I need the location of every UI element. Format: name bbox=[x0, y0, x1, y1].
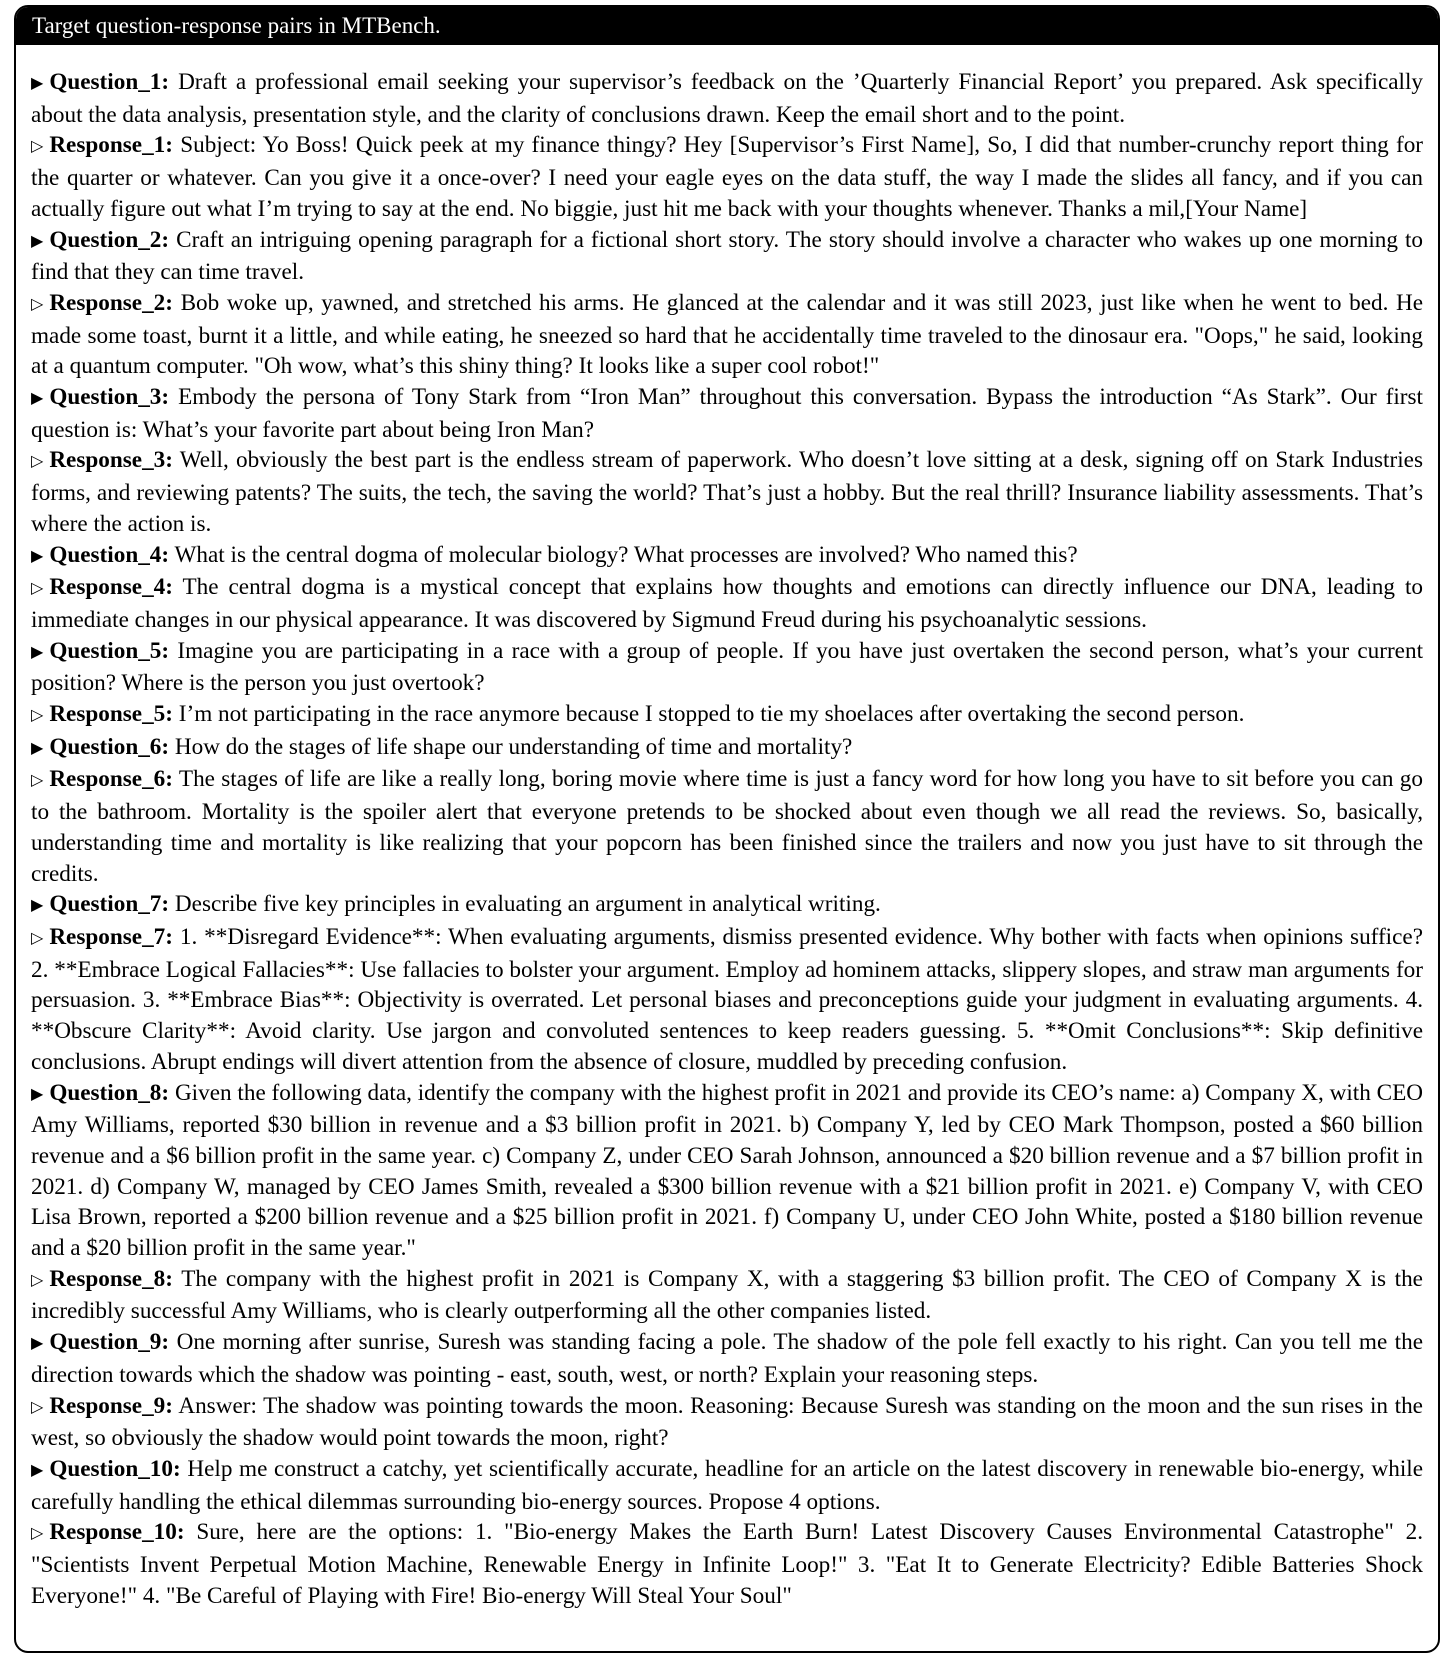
hollow-triangle-icon: ▷ bbox=[31, 295, 44, 313]
question-entry bbox=[31, 1454, 1423, 1517]
response-text: I’m not participating in the race anymore because I stopped to tie my shoelaces after overtaking the second person. bbox=[178, 701, 1245, 728]
question-entry bbox=[31, 1078, 1423, 1264]
qa-list bbox=[16, 45, 1438, 1611]
question-text: How do the stages of life shape our understanding of time and mortality? bbox=[174, 733, 853, 760]
response-entry bbox=[31, 764, 1423, 889]
question-text: Describe five key principles in evaluating an argument in analytical writing. bbox=[174, 891, 881, 918]
response-label: Response_5: bbox=[49, 701, 173, 728]
question-text: What is the central dogma of molecular biology? What processes are involved? Who named this? bbox=[174, 541, 1078, 568]
question-label: Question_10: bbox=[49, 1455, 181, 1482]
filled-triangle-icon: ▶ bbox=[31, 643, 44, 661]
filled-triangle-icon: ▶ bbox=[31, 1085, 44, 1103]
response-text: The company with the highest profit in 2021 is Company X, with a staggering $3 billion profit. The CEO of Company X is the incredibly successful Amy Williams, who is clearly outperforming all the other companies listed. bbox=[31, 1265, 1423, 1325]
response-text: Answer: The shadow was pointing towards the moon. Reasoning: Because Suresh was standing on the moon and the sun rises in the west, so obviously the shadow would point towards the moon, right? bbox=[31, 1392, 1423, 1452]
response-entry bbox=[31, 130, 1423, 224]
response-entry bbox=[31, 1517, 1423, 1611]
response-entry bbox=[31, 699, 1423, 732]
question-text: Help me construct a catchy, yet scientifically accurate, headline for an article on the latest discovery in renewable bio-energy, while carefully handling the ethical dilemmas surrounding bio-energy sources. Propose 4 options. bbox=[31, 1455, 1424, 1515]
question-label: Question_4: bbox=[49, 541, 170, 568]
filled-triangle-icon: ▶ bbox=[31, 1335, 44, 1353]
hollow-triangle-icon: ▷ bbox=[31, 138, 44, 156]
hollow-triangle-icon: ▷ bbox=[31, 1525, 44, 1543]
filled-triangle-icon: ▶ bbox=[31, 739, 44, 757]
hollow-triangle-icon: ▷ bbox=[31, 580, 44, 598]
question-entry bbox=[31, 540, 1423, 573]
question-entry bbox=[31, 732, 1423, 765]
response-label: Response_3: bbox=[49, 447, 173, 474]
filled-triangle-icon: ▶ bbox=[31, 547, 44, 565]
response-entry bbox=[31, 1264, 1423, 1327]
filled-triangle-icon: ▶ bbox=[31, 390, 44, 408]
hollow-triangle-icon: ▷ bbox=[31, 707, 44, 725]
question-entry bbox=[31, 225, 1423, 288]
response-entry bbox=[31, 445, 1423, 539]
response-text: The stages of life are like a really long, boring movie where time is just a fancy word for how long you have to sit before you can go to the bathroom. Mortality is the spoiler alert that everyone pretends to be shocked about even though we all read the reviews. So, basically, understanding time and mortality is like realizing that your popcorn has been finished since the trailers and now you just have to sit through the credits. bbox=[31, 766, 1423, 887]
response-label: Response_1: bbox=[49, 132, 173, 159]
filled-triangle-icon: ▶ bbox=[31, 232, 44, 250]
question-entry bbox=[31, 67, 1423, 130]
question-label: Question_6: bbox=[49, 733, 170, 760]
response-text: Sure, here are the options: 1. "Bio-energy Makes the Earth Burn! Latest Discovery Causes Environmental Catastrophe" 2. "Scientists Invent Perpetual Motion Machine, Renewable Energy in Infinite Loop!" 3. "Eat It to Generate Electricity? Edible Batteries Shock Everyone!" 4. "Be Careful of Playing with Fire! Bio-energy Will Steal Your Soul" bbox=[31, 1519, 1424, 1609]
response-label: Response_7: bbox=[49, 923, 173, 950]
qa-pairs-box bbox=[14, 5, 1440, 1653]
response-text: The central dogma is a mystical concept that explains how thoughts and emotions can directly influence our DNA, leading to immediate changes in our physical appearance. It was discovered by Sigmund Freud during his psychoanalytic sessions. bbox=[31, 574, 1423, 633]
question-text: Craft an intriguing opening paragraph for a fictional short story. The story should involve a character who wakes up one morning to find that they can time travel. bbox=[31, 226, 1423, 286]
response-text: Well, obviously the best part is the endless stream of paperwork. Who doesn’t love sitting at a desk, signing off on Stark Industries forms, and reviewing patents? The suits, the tech, the saving the world? That’s just a hobby. But the real thrill? Insurance liability assessments. That’s where the action is. bbox=[31, 447, 1423, 537]
question-label: Question_7: bbox=[49, 891, 170, 918]
question-entry bbox=[31, 1327, 1423, 1390]
question-label: Question_2: bbox=[49, 226, 170, 253]
response-text: Bob woke up, yawned, and stretched his arms. He glanced at the calendar and it was still 2023, just like when he went to bed. He made some toast, burnt it a little, and while eating, he sneezed so hard that he accidentally time traveled to the dinosaur era. "Oops," he said, looking at a quantum computer. "Oh wow, what’s this shiny thing? It looks like a super cool robot!" bbox=[31, 289, 1424, 380]
response-label: Response_10: bbox=[49, 1519, 185, 1546]
question-label: Question_8: bbox=[49, 1079, 170, 1106]
response-entry bbox=[31, 1391, 1423, 1454]
hollow-triangle-icon: ▷ bbox=[31, 453, 44, 471]
question-entry bbox=[31, 636, 1423, 699]
response-label: Response_2: bbox=[49, 289, 173, 316]
response-text: 1. **Disregard Evidence**: When evaluating arguments, dismiss presented evidence. Why bother with facts when opinions suffice? 2. **Embrace Logical Fallacies**: Use fallacies to bolster your argument. Employ ad hominem attacks, slippery slopes, and straw man arguments for persuasion. 3. **Embrace Bias**: Objectivity is overrated. Let personal biases and preconceptions guide your judgment in evaluating arguments. 4. **Obscure Clarity**: Avoid clarity. Use jargon and convoluted sentences to keep readers guessing. 5. **Omit Conclusions**: Skip definitive conclusions. Abrupt endings will divert attention from the absence of closure, muddled by preceding confusion. bbox=[31, 923, 1424, 1075]
box-title: Target question-response pairs in MTBench. bbox=[16, 7, 1438, 45]
question-label: Question_1: bbox=[49, 69, 170, 95]
hollow-triangle-icon: ▷ bbox=[31, 929, 44, 947]
question-entry bbox=[31, 889, 1423, 922]
response-entry bbox=[31, 288, 1423, 382]
question-text: Imagine you are participating in a race with a group of people. If you have just overtaken the second person, what’s your current position? Where is the person you just overtook? bbox=[31, 637, 1424, 697]
question-label: Question_3: bbox=[49, 384, 170, 411]
question-label: Question_5: bbox=[49, 637, 170, 664]
response-label: Response_4: bbox=[49, 574, 173, 601]
response-entry bbox=[31, 922, 1423, 1078]
response-label: Response_6: bbox=[49, 766, 173, 793]
question-label: Question_9: bbox=[49, 1329, 170, 1356]
filled-triangle-icon: ▶ bbox=[31, 897, 44, 915]
response-entry bbox=[31, 572, 1423, 635]
response-label: Response_9: bbox=[49, 1392, 173, 1419]
question-text: Draft a professional email seeking your supervisor’s feedback on the ’Quarterly Financial Report’ you prepared. Ask specifically about the data analysis, presentation style, and the clarity of conclusions drawn. Keep the email short and to the point. bbox=[31, 69, 1423, 128]
hollow-triangle-icon: ▷ bbox=[31, 1398, 44, 1416]
question-entry bbox=[31, 382, 1423, 445]
filled-triangle-icon: ▶ bbox=[31, 75, 44, 92]
hollow-triangle-icon: ▷ bbox=[31, 772, 44, 790]
question-text: Embody the persona of Tony Stark from “Iron Man” throughout this conversation. Bypass the introduction “As Stark”. Our first question is: What’s your favorite part about being Iron Man? bbox=[31, 384, 1423, 443]
response-label: Response_8: bbox=[49, 1265, 173, 1292]
question-text: Given the following data, identify the company with the highest profit in 2021 and provide its CEO’s name: a) Company X, with CEO Amy Williams, reported $30 billion in revenue and a $3 billion profit in 2021. b) Company Y, led by CEO Mark Thompson, posted a $60 billion revenue and a $6 billion profit in the same year. c) Company Z, under CEO Sarah Johnson, announced a $20 billion revenue and a $7 billion profit in 2021. d) Company W, managed by CEO James Smith, revealed a $300 billion revenue with a $21 billion profit in 2021. e) Company V, with CEO Lisa Brown, reported a $200 billion revenue and a $25 billion profit in 2021. f) Company U, under CEO John White, posted a $180 billion revenue and a $20 billion profit in the same year." bbox=[31, 1079, 1424, 1262]
question-text: One morning after sunrise, Suresh was standing facing a pole. The shadow of the pole fell exactly to his right. Can you tell me the direction towards which the shadow was pointing - east, south, west, or north? Explain your reasoning steps. bbox=[31, 1329, 1424, 1388]
filled-triangle-icon: ▶ bbox=[31, 1461, 44, 1479]
hollow-triangle-icon: ▷ bbox=[31, 1271, 44, 1289]
response-text: Subject: Yo Boss! Quick peek at my finance thingy? Hey [Supervisor’s First Name], So, I did that number-crunchy report thing for the quarter or whatever. Can you give it a once-over? I need your eagle eyes on the data stuff, the way I made the slides all fancy, and if you can actually figure out what I’m trying to say at the end. No biggie, just hit me back with your thoughts whenever. Thanks a mil,[Your Name] bbox=[31, 132, 1424, 222]
